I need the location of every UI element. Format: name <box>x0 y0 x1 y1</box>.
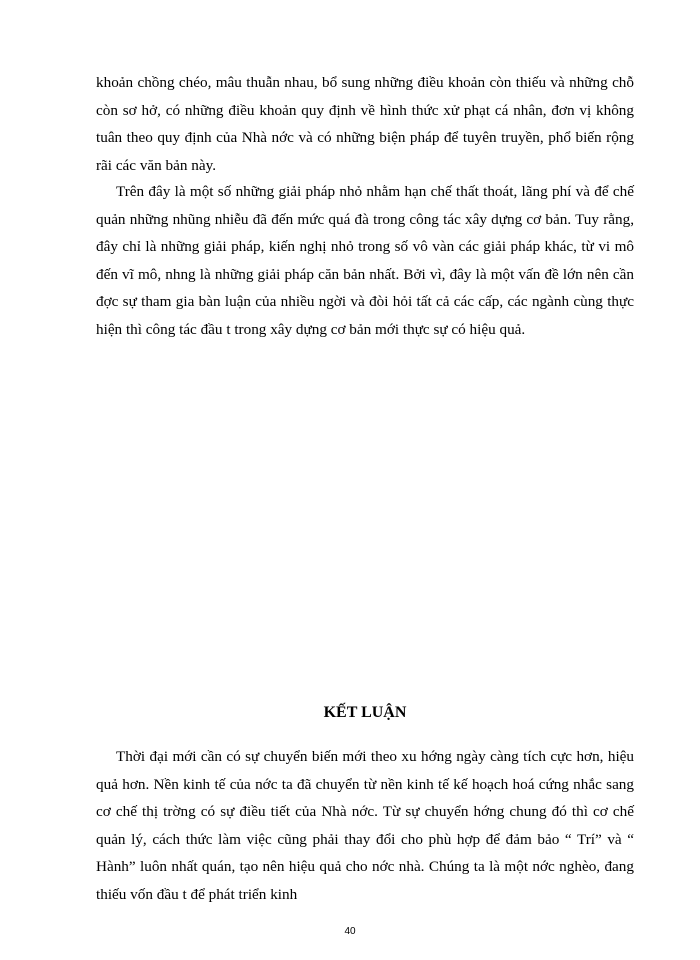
conclusion-heading: KẾT LUẬN <box>323 704 407 721</box>
body-paragraph-3: Thời đại mới cần có sự chuyển biến mới theo xu hớng ngày càng tích cực hơn, hiệu quả hơn. Nền kinh tế của nớc ta đã chuyển từ nền kinh tế kế hoạch hoá cứng nhắc sang cơ chế thị trờng có sự điều tiết của Nhà nớc. Từ sự chuyển hớng chung đó thì cơ chế quản lý, cách thức làm việc cũng phải thay đổi cho phù hợp để đảm bảo “ Trí” và “ Hành” luôn nhất quán, tạo nên hiệu quả cho nớc nhà. Chúng ta là một nớc nghèo, đang thiếu vốn đầu t để phát triển kinh <box>96 748 634 903</box>
page-number: 40 <box>344 926 356 937</box>
body-paragraph-1: khoản chồng chéo, mâu thuẫn nhau, bổ sung những điều khoản còn thiếu và những chỗ còn sơ hở, có những điều khoản quy định về hình thức xử phạt cá nhân, đơn vị không tuân theo quy định của Nhà nớc và có những biện pháp để tuyên truyền, phổ biến rộng rãi các văn bản này. <box>96 74 634 174</box>
body-paragraph-2: Trên đây là một số những giải pháp nhỏ nhằm hạn chế thất thoát, lãng phí và để chế quản những nhũng nhiễu đã đến mức quá đà trong công tác xây dựng cơ bản. Tuy rằng, đây chỉ là những giải pháp, kiến nghị nhỏ trong số vô vàn các giải pháp khác, từ vi mô đến vĩ mô, nhng là những giải pháp căn bản nhất. Bởi vì, đây là một vấn đề lớn nên cần đợc sự tham gia bàn luận của nhiều ngời và đòi hỏi tất cả các cấp, các ngành cùng thực hiện thì công tác đầu t trong xây dựng cơ bản mới thực sự có hiệu quả. <box>96 183 634 338</box>
